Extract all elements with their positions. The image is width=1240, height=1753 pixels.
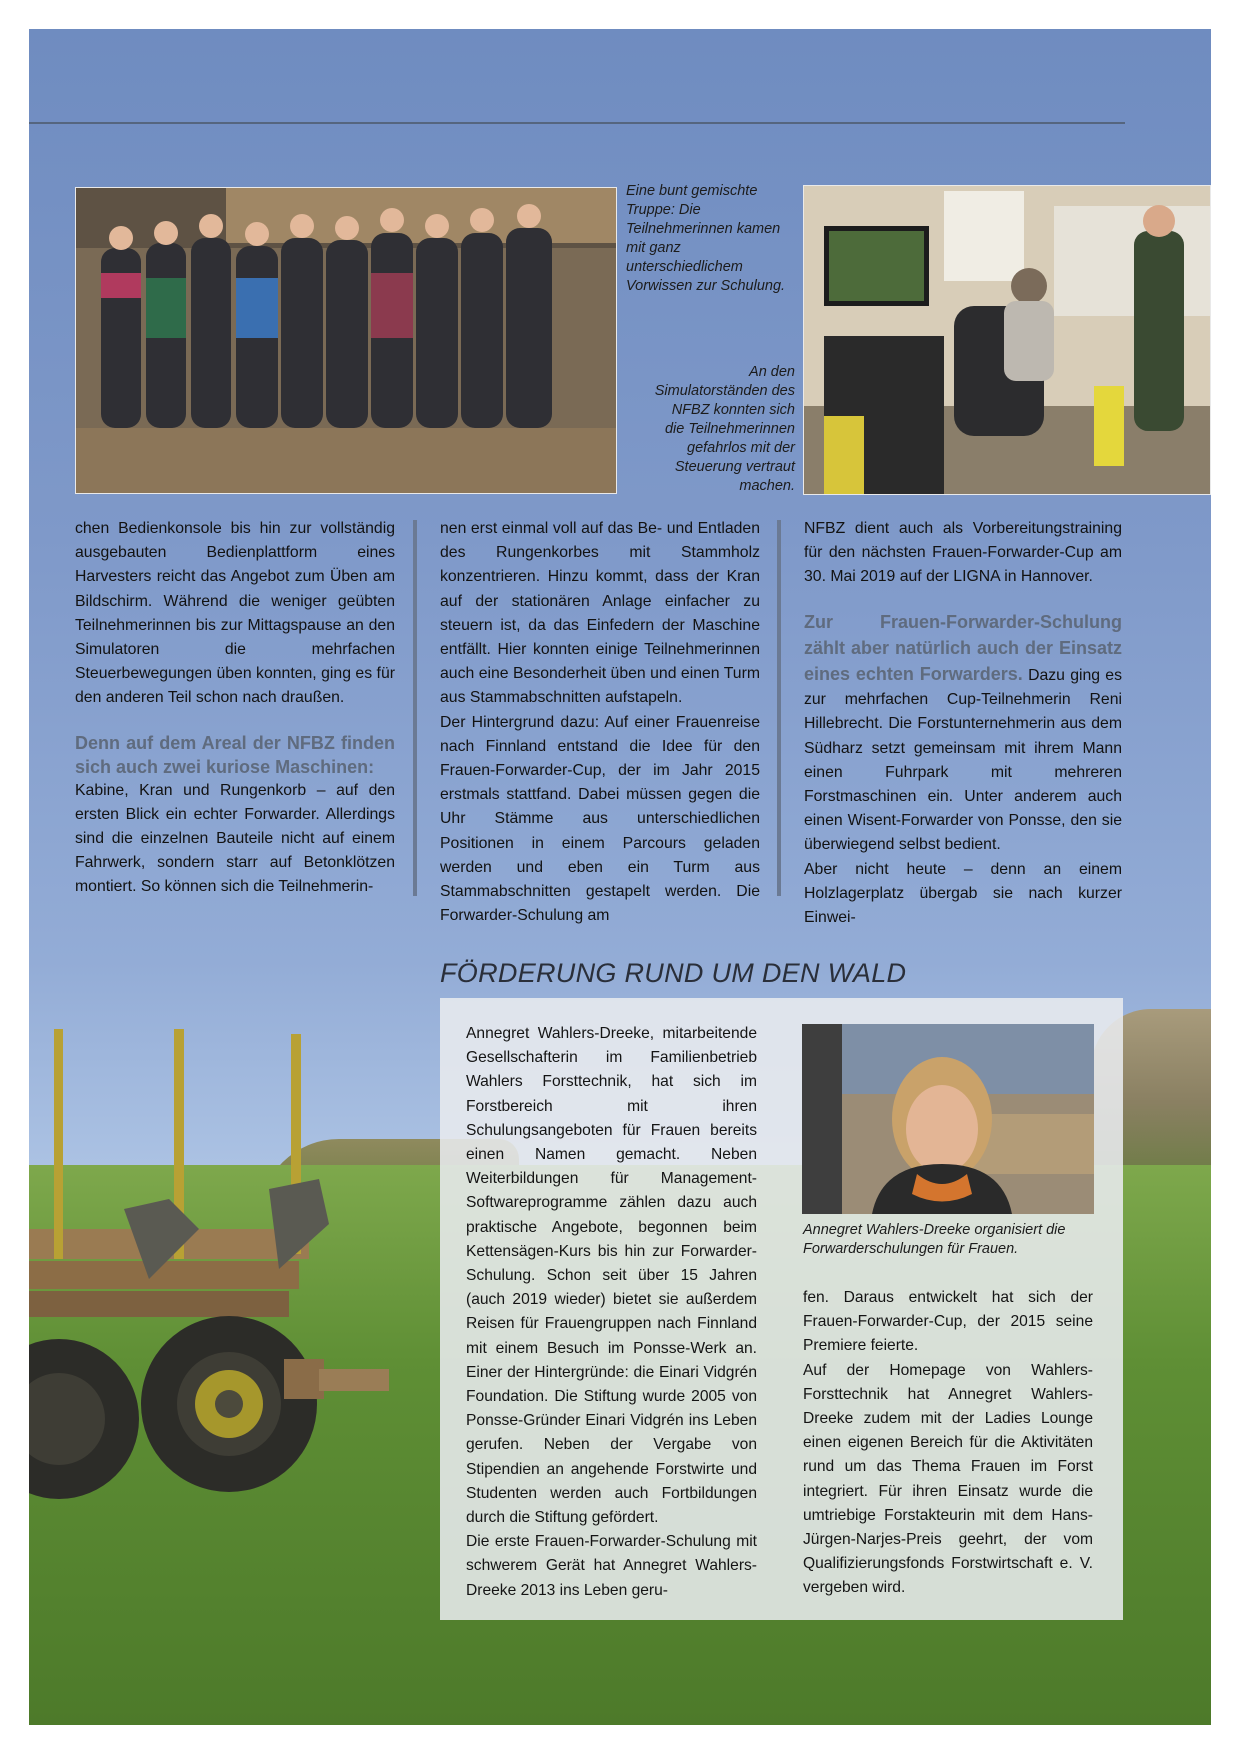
box-col2-paragraph-2: Auf der Homepage von Wahlers-Forsttechnik hat Annegret Wahlers-Dreeke zudem mit der Ladies Lounge einen eigenen Bereich für die Aktivitäten rund um das Thema Frauen im Forst integriert. Für ihren Einsatz wurde die umtriebige Forstakteurin mit dem Hans-Jürgen-Narjes-Preis geehrt, der vom Qualifizierungsfonds Forstwirtschaft e. V. vergeben wird.	[803, 1361, 1093, 1597]
col2-paragraph-1: nen erst einmal voll auf das Be- und Entladen des Rungenkorbes mit Stammholz konzentrieren. Hinzu kommt, dass der Kran auf der stationären Anlage einfacher zu steuern ist, da das Einfedern der Maschine entfällt. Hier konnten einige Teilnehmerinnen auch eine Besonderheit üben und einen Turm aus Stammabschnitten aufstapeln.	[440, 520, 760, 707]
col3-lead-in: Zur Frauen-Forwarder-Schulung zählt aber natürlich auch der Einsatz eines echten Forwarders.	[804, 611, 1122, 685]
portrait-photo-caption: Annegret Wahlers-Dreeke organisiert die Forwarderschulungen für Frauen.	[803, 1222, 1066, 1257]
col3-paragraph-1: NFBZ dient auch als Vorbereitungstraining für den nächsten Frauen-Forwarder-Cup am 30. Mai 2019 auf der LIGNA in Hannover.	[804, 520, 1122, 586]
group-photo	[75, 187, 617, 494]
article-column-3	[804, 517, 1122, 930]
group-photo-image	[76, 188, 616, 493]
box-col1-paragraph-2: Die erste Frauen-Forwarder-Schulung mit schwerem Gerät hat Annegret Wahlers-Dreeke 2013 ins Leben geru-	[466, 1533, 757, 1599]
col2-paragraph-2: Der Hintergrund dazu: Auf einer Frauenreise nach Finnland entstand die Idee für den Frauen-Forwarder-Cup, der im Jahr 2015 erstmals stattfand. Dabei müssen gegen die Uhr Stämme aus unterschiedlichen Positionen in einem Parcours geladen werden und eben ein Turm aus Stammabschnitten gestapelt werden. Die Forwarder-Schulung am	[440, 713, 760, 925]
col3-paragraph-2: Dazu ging es zur mehrfachen Cup-Teilnehmerin Reni Hillebrecht. Die Forstunternehmerin aus dem Südharz setzt gemeinsam mit ihrem Mann einen Fuhrpark mit mehreren Forstmaschinen ein. Unter anderem auch einen Wisent-Forwarder von Ponsse, den sie überwiegend selbst bedient.	[804, 667, 1122, 854]
forwarder-photo	[29, 1029, 449, 1509]
simulator-photo-image	[804, 186, 1210, 494]
col1-paragraph-1: chen Bedienkonsole bis hin zur vollständig ausgebauten Bedienplattform eines Harvesters reicht das Angebot zum Üben am Bildschirm. Während die weniger geübten Teilnehmerinnen bis zur Mittagspause an den Simulatoren die mehrfachen Steuerbewegungen üben konnten, ging es für den anderen Teil schon nach draußen.	[75, 520, 395, 707]
box-col1-paragraph-1: Annegret Wahlers-Dreeke, mitarbeitende Gesellschafterin im Familienbetrieb Wahlers Forsttechnik, hat sich im Forstbereich mit ihren Schulungsangeboten für Frauen bereits einen Namen gemacht. Neben Weiterbildungen für Management-Softwareprogramme zählen dazu auch praktische Angebote, begonnen beim Kettensägen-Kurs bis hin zur Forwarder-Schulung. Schon seit über 15 Jahren (auch 2019 wieder) bietet sie außerdem Reisen für Frauengruppen nach Finnland mit einem Besuch im Ponsse-Werk an. Einer der Hintergründe: die Einari Vidgrén Foundation. Die Stiftung wurde 2005 von Ponsse-Gründer Einari Vidgrén ins Leben gerufen. Neben der Vergabe von Stipendien an angehende Forstwirte und Studenten werden auch Fortbildungen durch die Stiftung gefördert.	[466, 1025, 757, 1527]
box-col2-paragraph-1: fen. Daraus entwickelt hat sich der Frauen-Forwarder-Cup, der 2015 seine Premiere feierte.	[803, 1289, 1093, 1355]
column-divider-2	[777, 520, 781, 896]
article-column-1	[75, 517, 395, 900]
portrait-photo-image	[802, 1024, 1094, 1214]
group-photo-caption: Eine bunt gemischte Truppe: Die Teilnehmerinnen kamen mit ganz unterschiedlichem Vorwissen zur Schulung.	[626, 183, 786, 294]
article-column-2	[440, 517, 760, 928]
portrait-photo	[802, 1024, 1094, 1214]
simulator-photo	[803, 185, 1211, 495]
col1-paragraph-2: Kabine, Kran und Rungenkorb – auf den ersten Blick ein echter Forwarder. Allerdings sind die einzelnen Bauteile nicht auf einem Fahrwerk, sondern starr auf Betonklötzen montiert. So können sich die Teilnehmerin-	[75, 781, 395, 896]
column-divider-1	[413, 520, 417, 896]
col3-paragraph-3: Aber nicht heute – denn an einem Holzlagerplatz übergab sie nach kurzer Einwei-	[804, 860, 1122, 927]
col1-lead-in: Denn auf dem Areal der NFBZ finden sich auch zwei kuriose Maschinen:	[75, 732, 395, 777]
top-rule	[29, 122, 1125, 124]
info-box-column-2	[803, 1286, 1093, 1601]
info-box-column-1	[466, 1022, 757, 1603]
info-box-title: FÖRDERUNG RUND UM DEN WALD	[440, 958, 907, 988]
simulator-photo-caption: An den Simulatorständen des NFBZ konnten sich die Teilnehmerinnen gefahrlos mit der Steuerung vertraut machen.	[654, 364, 795, 494]
